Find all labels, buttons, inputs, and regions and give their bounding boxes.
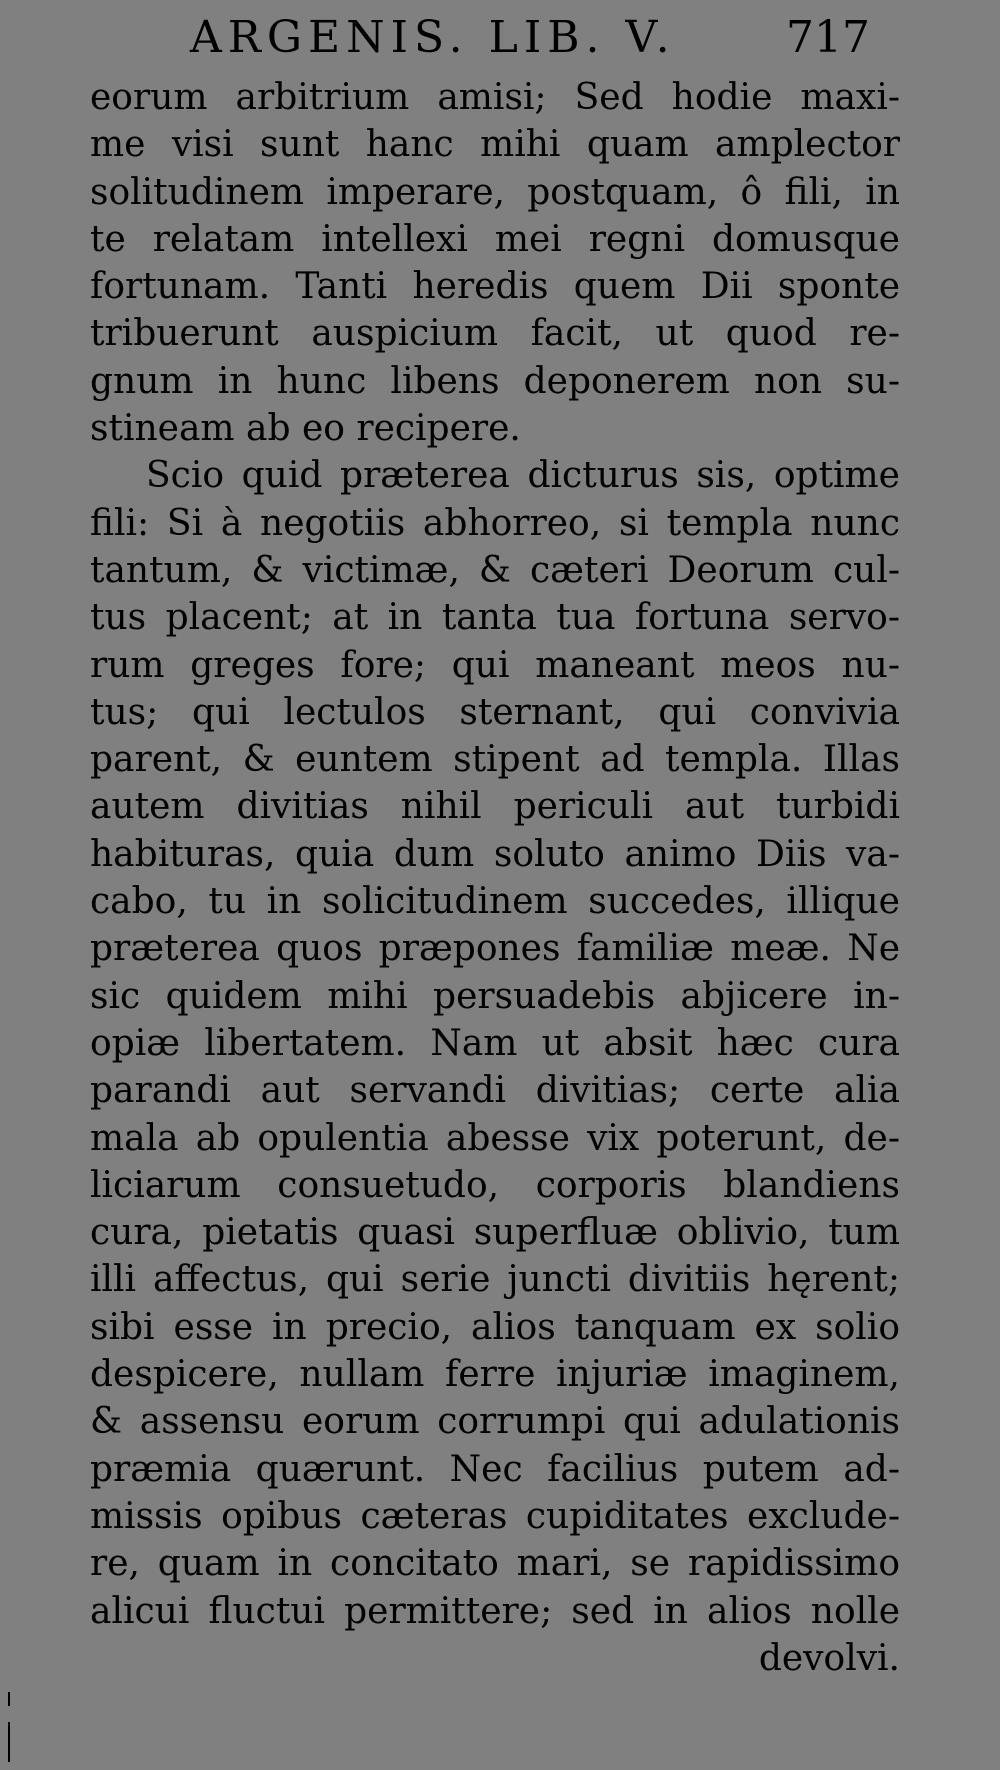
text-line: tus placent; at in tanta tua fortuna servo- bbox=[90, 597, 900, 639]
text-line: opiæ libertatem. Nam ut absit hæc cura bbox=[90, 1022, 900, 1064]
body-text bbox=[90, 74, 900, 1682]
text-line: tribuerunt auspicium facit, ut quod re- bbox=[90, 313, 900, 355]
page-number: 717 bbox=[786, 12, 870, 63]
margin-mark bbox=[8, 1692, 10, 1706]
text-line: sibi esse in precio, alios tanquam ex solio bbox=[90, 1306, 900, 1348]
text-line: re, quam in concitato mari, se rapidissimo bbox=[90, 1543, 900, 1585]
text-line: me visi sunt hanc mihi quam amplector bbox=[90, 124, 900, 166]
text-line: parent, & euntem stipent ad templa. Illas bbox=[90, 739, 900, 781]
margin-mark bbox=[8, 1722, 10, 1762]
text-line: alicui fluctui permittere; sed in alios nolle bbox=[90, 1590, 900, 1632]
text-line: illi affectus, qui serie juncti divitiis hęrent; bbox=[90, 1259, 900, 1301]
text-line: tantum, & victimæ, & cæteri Deorum cul- bbox=[90, 549, 900, 591]
text-line: missis opibus cæteras cupiditates exclude- bbox=[90, 1495, 900, 1537]
text-line: Scio quid præterea dicturus sis, optime bbox=[146, 455, 900, 497]
text-line: parandi aut servandi divitias; certe alia bbox=[90, 1070, 900, 1112]
text-line: præmia quærunt. Nec facilius putem ad- bbox=[90, 1448, 900, 1490]
text-line: gnum in hunc libens deponerem non su- bbox=[90, 360, 900, 402]
running-head bbox=[190, 12, 870, 72]
text-line: tus; qui lectulos sternant, qui convivia bbox=[90, 691, 900, 733]
text-line: & assensu eorum corrumpi qui adulationis bbox=[90, 1401, 900, 1443]
text-line: despicere, nullam ferre injuriæ imaginem, bbox=[90, 1354, 900, 1396]
text-line: stineam ab eo recipere. bbox=[90, 408, 521, 450]
catchword: devolvi. bbox=[758, 1637, 900, 1679]
text-line: liciarum consuetudo, corporis blandiens bbox=[90, 1164, 900, 1206]
text-line: præterea quos præpones familiæ meæ. Ne bbox=[90, 928, 900, 970]
text-line: mala ab opulentia abesse vix poterunt, de- bbox=[90, 1117, 900, 1159]
text-line: rum greges fore; qui maneant meos nu- bbox=[90, 644, 900, 686]
text-line: cura, pietatis quasi superfluæ oblivio, tum bbox=[90, 1212, 900, 1254]
text-line: eorum arbitrium amisi; Sed hodie maxi- bbox=[90, 77, 900, 118]
text-line: te relatam intellexi mei regni domusque bbox=[90, 218, 900, 260]
running-title: ARGENIS. LIB. V. bbox=[190, 12, 676, 63]
text-line: solitudinem imperare, postquam, ô fili, in bbox=[90, 171, 900, 213]
text-line: sic quidem mihi persuadebis abjicere in- bbox=[90, 975, 900, 1017]
text-line: fili: Si à negotiis abhorreo, si templa nunc bbox=[90, 502, 900, 544]
text-line: fortunam. Tanti heredis quem Dii sponte bbox=[90, 266, 900, 308]
text-line: cabo, tu in solicitudinem succedes, illique bbox=[90, 881, 900, 923]
text-line: autem divitias nihil periculi aut turbidi bbox=[90, 786, 900, 828]
text-line: habituras, quia dum soluto animo Diis va- bbox=[90, 833, 900, 875]
